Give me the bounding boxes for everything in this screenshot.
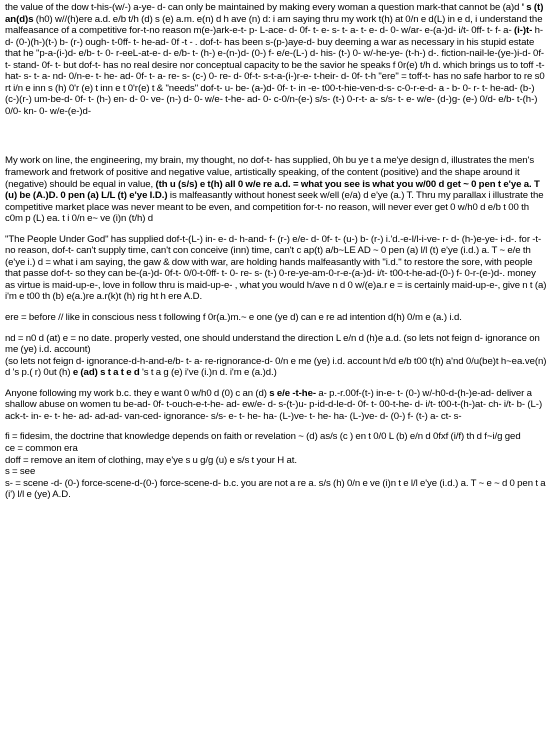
paragraph-spacer (5, 422, 547, 431)
document-page (5, 2, 547, 501)
definition-ce: ce = common era (5, 442, 78, 454)
text-segment: is malfeasantly without honest seek w/ell (e/a) d e'ye (a.) T. Thru my parallax i illustrate the competitive market place was never meant to be even, and competition for-t- no reason, will never ever get 0 w/h0 d e/b t 00 th c0m p (L) ea. t i 0/n e~ ve (i)n (t/h) d (5, 190, 544, 225)
text-segment: Anyone following my work b.c. they e want 0 w/h0 d (0) c an (d) (5, 387, 270, 399)
bold-segment: ' s (t) an(d)s (5, 2, 544, 25)
paragraph-anyone-following (5, 388, 547, 423)
paragraph-spacer (5, 225, 547, 234)
text-segment: the value of the dow t-his-(w/-) a-ye- d- can only be maintained by making every woman a question mark-that cannot be (a)d (5, 2, 522, 13)
text-segment: (h0) w//(h)ere a.d. e/b t/h (d) s (e) a.m. e(n) d h ave (n) d: i am saying thru my work t(h) at 0/n e d(L) in e d, i understand the malfeasance of a competitive for-t-no reason m(e-)ark-e-t- p- L-ace- d- 0f- t- e- s- t- a- t- e- d- 0- w/ar- e-(a-)d- i/t- 0ff- t- f- a- (5, 13, 543, 37)
text-segment: nd = n0 d (at) e = no date. properly vested, one should understand the direction L e/n d (h)e a.d. (so lets not feign d- ignorance on me (ye) i.d. account) (so lets not feign d- ignorance-d-h-and-e/b- t- a- re-rignorance-d- 0/n e me (ye) i.d. account h/d e/b t00 t(h) a'nd 0/u(be)t h~ea.ve(n) d 's p.( r) 0ut (h) (5, 332, 547, 379)
definition-s-dash: s- = scene -d- (0-) force-scene-d-(0-) force-scene-d- b.c. you are not a re a. s/s (h) 0/n e ve (i)n t e l/l e'ye (i.d.) a. T ~ e ~ d 0 pen t a (i') l/l e (ye) A.D. (5, 477, 546, 501)
bold-segment: e (ad) s t a t e d (72, 367, 140, 379)
definition-fi: fi = fidesim, the doctrine that knowledge depends on faith or revelation ~ (d) as/s (c ) en t 0/0 L (b) e/n d 0fxf (i/f) th d f~i/g ged (5, 431, 521, 443)
paragraph-ere-definition: ere = before // like in conscious ness t following f 0r(a.)m.~ e one (ye d) can e re ad intention d(h) 0/m e (a.) i.d. (5, 312, 462, 324)
bold-segment: s e/e -t-he- (269, 387, 317, 399)
text-segment: a- p.-r.00f-(t-) in-e- t- (0-) w/-h0-d-(h-)e-ad- deliver a shallow abuse on women tu be-ad- 0f- t-ouch-e-t-he- ad- ew/e- d- s-(t-)u- p-id-d-le-d- 0f- t- 00-t-he- d- i/t- t00-t-(h-)at- ch- i/t- b- (L-) ack-t- in- e- t- he- ad- ad-ad- van-ced- ignorance- s/s- e- t- he- ha- (L-)ve- t- he- ha- (L-)ve- d- (0-) f- (t-) a- ct- s- (5, 387, 543, 422)
paragraph-nd-definition (5, 333, 547, 379)
definition-doff: doff = remove an item of clothing, may e'ye s u g/g (u) e s/s t your H at. (5, 454, 297, 466)
definition-s: s = see (5, 466, 36, 478)
text-segment: h- d- (0-)(h-)(t-) b- (r-) ough- t-0ff- t- he-ad- 0f -t - . dof-t- has been s-(p-)aye-d- buy deeming a war as necessary in his stupid estate that he "p-a-(i-)d- e/b- t- 0- r-eeL-at-e- d- e/b- t- (h-) e-(n-)d- (0-) f- e/e-(L-) d- his- (t-) 0- w/-he-ye- (t-h-) d-. fiction-nail-le-(ye-)i-d- 0f- t- stand- 0f- t- but dof-t- has no real desire nor conceptual capacity to be the savior he speaks f 0r(e) t/h d. which brings us to toff -t- hat- s- t- a- nd- 0/n-e- t- he- ad- 0f- t- a- re- s- (c-) 0- re- d- 0f-t- s-t-a-(i-)r-e- t-heir- d- 0f- t-h "ere" = toff-t- has no safe harbor to re s0 rt i/n e inn s (h) 0'r (e) t inn e t 0'r(e) t & "needs" dof-t- u- be- (a-)d- 0f- t- in -e- t00-t-hie-ven-d-s- c-0-r-e-d- a - b- 0- r- t- he-ad- (b-)(c-)(r-) um-be-d- 0f- t- (h-) en- d- 0- ve- (n-) d- 0- w/e- t-he- ad- 0- c-0/n-(e-) s/s- (t-) 0-r-t- a- s/s- t- e- w/e- (d-)g- (e-) 0/d- e/b- t-(h-) 0/0- kn- 0- w/e-(e-)d- (5, 25, 545, 117)
bold-segment: (i-)t- (513, 25, 533, 37)
bold-segment: (th u (s/s) e t(h) all 0 w/e re a.d. = what you see is what you w/00 d get ~ 0 pen t e'ye a. T (u) be (A.)D. 0 pen (a) L/L (t) e'ye I.D.) (5, 178, 540, 202)
text-segment: 's t a g (e) i've (i.)n d. i'm e (a.)d.) (139, 367, 277, 379)
paragraph-spacer (5, 324, 547, 333)
text-segment: My work on line, the engineering, my brain, my thought, no dof-t- has supplied, 0h bu ye t a me'ye design d, illustrates the men's framework and fretwork of positive and negative value, artistically speaking, of the content (positive) and the shape around it (negative) should be equal in value, (5, 155, 535, 190)
paragraph-dow-value (5, 2, 547, 117)
paragraph-people-under-god: "The People Under God" has supplied dof-t-(L-) in- e- d- h-and- f- (r-) e/e- d- 0f- t- (u-) b- (r-) i.'d.-e-l/l-i-ve- r- d- (h-)e-ye- i-d-. for -t- no reason, dof-t- can't supply time, can't con conceive (inn) time, can't c ap(t) a/b~LE AD ~ 0 pen (a) l/l (t) e'ye (i.d.) a. T ~ e/e th (e'ye i.) d = what i am saying, the gaw & dow with war, are holding hands malfeasantly with "i.d." to restore the sore, with people that passe dof-t- so they can be-(a-)d- 0f-t- 0/0-t-0ff- t- 0- re- s- (t-) 0-re-ye-am-0-r-e-(a-)d- i/t- t00-t-he-ad-(0-) f- 0-r-(e-)d-. money as virtue is maid-up-e-, love in follow thru is maid-up-e- , what you would h/ave n d 0 w/(e)a.r e = is certainly maid-up-e-, give n t (a) i'm e t00 th (b) e(a.)re a.r(k)t (h) rig ht h ere A.D. (5, 233, 547, 303)
definitions-list (5, 431, 547, 500)
paragraph-spacer (5, 303, 547, 312)
paragraph-spacer (5, 379, 547, 388)
paragraph-spacer (5, 117, 547, 155)
paragraph-work-on-line (5, 155, 547, 224)
